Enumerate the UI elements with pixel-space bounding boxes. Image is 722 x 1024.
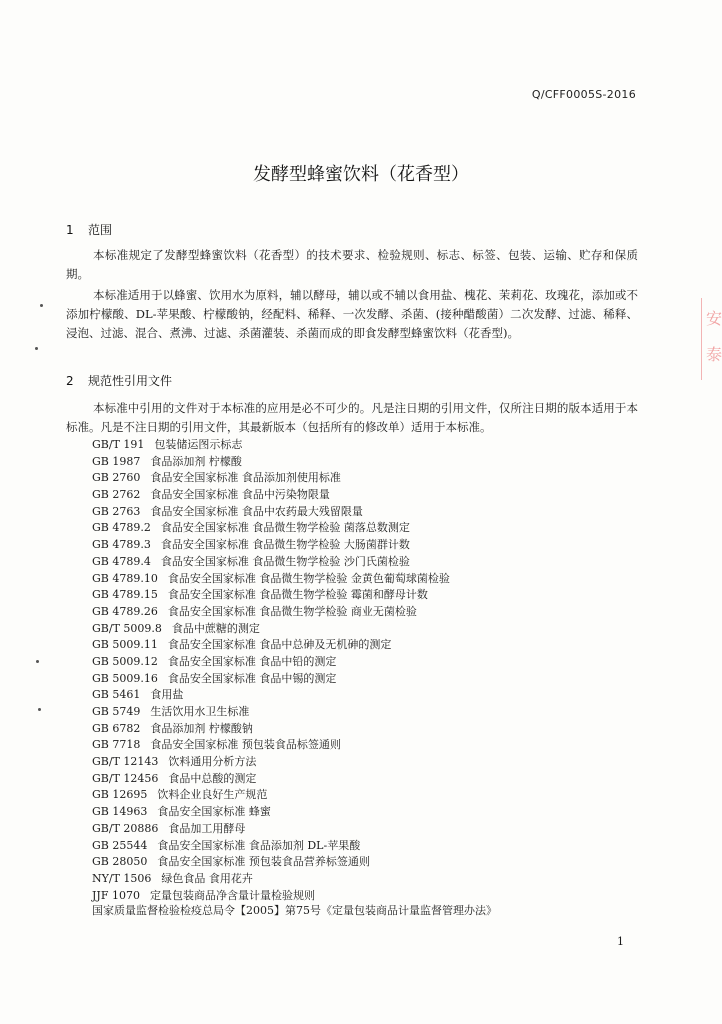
reference-title: 生活饮用水卫生标准 xyxy=(150,705,250,718)
normative-paragraph: 本标准中引用的文件对于本标准的应用是必不可少的。凡是注日期的引用文件，仅所注日期的版本适用于本标准。凡是不注日期的引用文件，其最新版本（包括所有的修改单）适用于本标准。 xyxy=(66,401,638,434)
reference-title: 食品加工用酵母 xyxy=(168,821,246,835)
reference-code: GB 5009.16 xyxy=(92,671,158,685)
reference-item xyxy=(92,621,632,638)
reference-title: 食品安全国家标准 食品中铅的测定 xyxy=(167,654,337,668)
reference-item xyxy=(92,737,632,754)
reference-title: 食品安全国家标准 预包装食品标签通则 xyxy=(150,738,341,752)
reference-code: GB 4789.15 xyxy=(92,588,158,602)
reference-title: 食品添加剂 柠檬酸 xyxy=(150,454,242,468)
reference-item xyxy=(92,754,632,771)
reference-title: 食品安全国家标准 食品中总砷及无机砷的测定 xyxy=(167,638,392,652)
reference-title: 食品安全国家标准 食品微生物学检验 沙门氏菌检验 xyxy=(160,554,410,568)
reference-code: GB 28050 xyxy=(92,855,148,869)
reference-code: GB/T 5009.8 xyxy=(92,621,162,635)
reference-title: 食品安全国家标准 蜂蜜 xyxy=(157,805,271,819)
reference-item xyxy=(92,454,632,471)
reference-code: GB 7718 xyxy=(92,738,141,752)
reference-code: GB 1987 xyxy=(92,454,141,468)
reference-title: 定量包装商品净含量计量检验规则 xyxy=(149,888,315,902)
reference-title: 食用盐 xyxy=(150,688,184,702)
reference-code: GB 12695 xyxy=(92,788,148,802)
reference-title: 食品安全国家标准 预包装食品营养标签通则 xyxy=(157,855,370,869)
reference-item xyxy=(92,704,632,721)
section-title: 规范性引用文件 xyxy=(88,374,173,388)
reference-item xyxy=(92,571,632,588)
stamp-char: 泰 xyxy=(706,345,722,364)
reference-title: 食品安全国家标准 食品微生物学检验 霉菌和酵母计数 xyxy=(167,588,428,602)
reference-title: 包装储运图示标志 xyxy=(154,438,243,451)
reference-item xyxy=(92,604,632,621)
reference-item xyxy=(92,771,632,788)
reference-code: GB 5009.11 xyxy=(92,638,158,652)
document-title: 发酵型蜂蜜饮料（花香型） xyxy=(253,164,469,185)
reference-title: 食品安全国家标准 食品微生物学检验 大肠菌群计数 xyxy=(160,538,410,552)
reference-item xyxy=(92,821,632,838)
reference-code: GB 4789.3 xyxy=(92,538,151,552)
reference-title: 食品安全国家标准 食品微生物学检验 金黄色葡萄球菌检验 xyxy=(167,571,450,585)
reference-code: GB 4789.26 xyxy=(92,604,158,618)
reference-title: 食品安全国家标准 食品微生物学检验 商业无菌检验 xyxy=(167,604,417,618)
reference-title: 食品安全国家标准 食品中锡的测定 xyxy=(167,671,337,685)
section-number: 1 xyxy=(66,223,74,237)
reference-code: GB 2760 xyxy=(92,471,141,485)
scope-paragraph-1: 本标准规定了发酵型蜂蜜饮料（花香型）的技术要求、检验规则、标志、标签、包装、运输、贮存和保质期。 xyxy=(66,248,638,281)
reference-item xyxy=(92,804,632,821)
document-code: Q/CFF0005S-2016 xyxy=(531,88,636,101)
reference-item xyxy=(92,487,632,504)
reference-code: GB 6782 xyxy=(92,721,141,735)
section-number: 2 xyxy=(66,374,74,388)
reference-title: 食品安全国家标准 食品微生物学检验 菌落总数测定 xyxy=(160,521,410,535)
scan-speck xyxy=(38,708,41,711)
reference-item xyxy=(92,504,632,521)
reference-item xyxy=(92,470,632,487)
reference-item xyxy=(92,520,632,537)
reference-code: GB 25544 xyxy=(92,838,148,852)
reference-item xyxy=(92,654,632,671)
reference-title: 食品安全国家标准 食品添加剂 DL-苹果酸 xyxy=(157,838,361,852)
reference-item xyxy=(92,721,632,738)
page-number: 1 xyxy=(617,935,624,948)
reference-item xyxy=(92,587,632,604)
reference-code: GB 5749 xyxy=(92,705,141,718)
reference-item xyxy=(92,437,632,454)
reference-title: 饮料企业良好生产规范 xyxy=(157,788,268,802)
section-title: 范围 xyxy=(88,223,113,237)
reference-list xyxy=(92,437,632,904)
reference-code: GB 4789.2 xyxy=(92,521,151,535)
reference-title: 食品安全国家标准 食品添加剂使用标准 xyxy=(150,471,341,485)
reference-code: GB 5461 xyxy=(92,688,141,702)
reference-decree: 国家质量监督检验检疫总局令【2005】第75号《定量包装商品计量监督管理办法》 xyxy=(92,904,497,917)
reference-code: GB/T 12143 xyxy=(92,755,159,769)
reference-item xyxy=(92,537,632,554)
reference-code: GB 4789.4 xyxy=(92,554,151,568)
section-1-heading xyxy=(66,221,112,238)
reference-code: GB/T 20886 xyxy=(92,821,159,835)
reference-item xyxy=(92,854,632,871)
reference-code: GB/T 191 xyxy=(92,438,145,451)
reference-title: 食品安全国家标准 食品中污染物限量 xyxy=(150,488,330,502)
reference-title: 食品添加剂 柠檬酸钠 xyxy=(150,721,253,735)
reference-title: 食品中蔗糖的测定 xyxy=(171,621,260,635)
reference-code: GB 4789.10 xyxy=(92,571,158,585)
scope-paragraph-2: 本标准适用于以蜂蜜、饮用水为原料，辅以酵母，辅以或不辅以食用盐、槐花、茉莉花、玫瑰花，添加或不添加柠檬酸、DL-苹果酸、柠檬酸钠，经配料、稀释、一次发酵、杀菌、(接种醋酸菌）二次发酵、过滤、稀释、浸泡、过滤、混合、煮沸、过滤、杀菌灌装、杀菌而成的即食发酵型蜂蜜饮料（花香型)。 xyxy=(66,288,638,340)
reference-code: GB 14963 xyxy=(92,805,148,819)
stamp-char: 安 xyxy=(706,309,722,328)
reference-code: NY/T 1506 xyxy=(92,871,152,885)
reference-item xyxy=(92,888,632,905)
scan-speck xyxy=(40,304,43,307)
scan-speck xyxy=(35,347,38,350)
reference-item xyxy=(92,787,632,804)
reference-code: GB/T 12456 xyxy=(92,771,159,785)
red-stamp-edge xyxy=(701,298,722,380)
reference-title: 饮料通用分析方法 xyxy=(168,755,257,769)
reference-code: GB 2763 xyxy=(92,504,141,518)
reference-item xyxy=(92,554,632,571)
scan-speck xyxy=(36,660,39,663)
reference-item xyxy=(92,637,632,654)
reference-title: 食品中总酸的测定 xyxy=(168,771,257,785)
reference-code: GB 2762 xyxy=(92,488,141,502)
reference-item xyxy=(92,838,632,855)
section-2-heading xyxy=(66,372,172,389)
reference-item xyxy=(92,871,632,888)
reference-title: 绿色食品 食用花卉 xyxy=(161,871,253,885)
reference-code: GB 5009.12 xyxy=(92,654,158,668)
reference-item xyxy=(92,671,632,688)
reference-title: 食品安全国家标准 食品中农药最大残留限量 xyxy=(150,504,363,518)
reference-item xyxy=(92,687,632,704)
reference-code: JJF 1070 xyxy=(92,888,140,902)
